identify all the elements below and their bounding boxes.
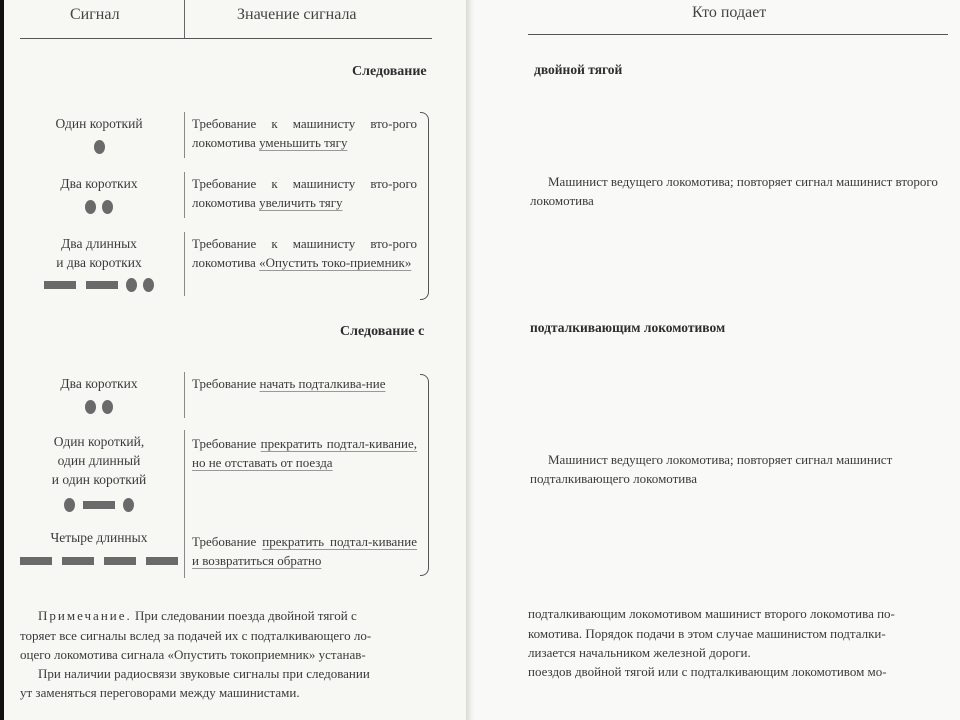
signal-label: один длинный	[57, 453, 141, 468]
signal-label: Два коротких	[60, 376, 138, 391]
section-title-2: Следование с	[340, 324, 425, 339]
long-signal-dash	[44, 281, 76, 289]
right-page	[474, 0, 960, 720]
signal-meaning: Требование прекратить подтал-кивание и возвратиться обратно	[192, 534, 417, 568]
signal-marks	[24, 138, 174, 156]
cell-divider	[184, 232, 185, 296]
column-header-who: Кто подает	[692, 4, 767, 21]
signal-label: и один короткий	[51, 472, 147, 487]
cell-divider	[184, 430, 185, 526]
long-signal-dash	[86, 281, 118, 289]
long-signal-dash	[104, 557, 136, 565]
group-bracket	[420, 374, 429, 576]
signal-marks	[18, 276, 178, 294]
header-divider	[184, 0, 185, 38]
short-signal-dot	[143, 278, 154, 292]
signal-marks	[24, 398, 174, 416]
note-line: Примечание. При следовании поезда двойной тягой с	[38, 608, 357, 623]
signal-meaning: Требование к машинисту вто-рого локомотива уменьшить тягу	[192, 116, 417, 150]
cell-divider	[184, 526, 185, 578]
signal-meaning: Требование к машинисту вто-рого локомотива «Опустить токо-приемник»	[192, 236, 417, 270]
note-line: торяет все сигналы вслед за подачей их с подталкивающего ло-	[20, 628, 372, 643]
signal-marks	[24, 198, 174, 216]
cell-divider	[184, 112, 185, 158]
note-line: подталкивающим локомотивом машинист второго локомотива по-	[528, 606, 895, 621]
signal-label: Четыре длинных	[50, 530, 148, 545]
short-signal-dot	[85, 200, 96, 214]
note-line: лизается начальником железной дороги.	[528, 645, 751, 660]
note-line: ут заменяться переговорами между машинистами.	[20, 685, 300, 700]
signal-meaning: Требование начать подталкива-ние	[192, 376, 386, 391]
signal-marks	[14, 552, 184, 570]
section-title-1-continued: двойной тягой	[534, 62, 623, 77]
signal-label: Два длинных	[61, 236, 137, 251]
note-line: оцего локомотива сигнала «Опустить токоприемник» устанав-	[20, 647, 366, 662]
short-signal-dot	[126, 278, 137, 292]
signal-meaning: Требование к машинисту вто-рого локомотива увеличить тягу	[192, 176, 417, 210]
header-rule	[528, 34, 948, 35]
note-line: При наличии радиосвязи звуковые сигналы при следовании	[38, 666, 370, 681]
cell-divider	[184, 372, 185, 418]
short-signal-dot	[94, 140, 105, 154]
short-signal-dot	[64, 498, 75, 512]
signal-label: Два коротких	[60, 176, 138, 191]
long-signal-dash	[20, 557, 52, 565]
signal-meaning: Требование прекратить подтал-кивание, но не отставать от поезда	[192, 436, 417, 470]
who-signals-1: Машинист ведущего локомотива; повторяет сигнал машинист второго локомотива	[530, 174, 938, 208]
long-signal-dash	[83, 501, 115, 509]
short-signal-dot	[102, 400, 113, 414]
signal-label: и два коротких	[56, 255, 142, 270]
short-signal-dot	[85, 400, 96, 414]
signal-label: Один короткий,	[53, 434, 145, 449]
short-signal-dot	[102, 200, 113, 214]
section-title-2-continued: подталкивающим локомотивом	[530, 320, 726, 335]
note-line: комотива. Порядок подачи в этом случае машинистом подталки-	[528, 626, 886, 641]
long-signal-dash	[146, 557, 178, 565]
group-bracket	[420, 112, 429, 300]
column-header-meaning: Значение сигнала	[237, 6, 357, 23]
signal-marks	[24, 496, 174, 514]
note-line: поездов двойной тягой или с подталкивающим локомотивом мо-	[528, 664, 887, 679]
short-signal-dot	[123, 498, 134, 512]
signal-label: Один короткий	[55, 116, 143, 131]
left-page	[0, 0, 468, 720]
who-signals-2: Машинист ведущего локомотива; повторяет сигнал машинист подталкивающего локомотива	[530, 452, 893, 486]
section-title-1: Следование	[352, 64, 427, 79]
long-signal-dash	[62, 557, 94, 565]
column-header-signal: Сигнал	[70, 6, 120, 23]
header-rule	[20, 38, 432, 39]
cell-divider	[184, 172, 185, 218]
